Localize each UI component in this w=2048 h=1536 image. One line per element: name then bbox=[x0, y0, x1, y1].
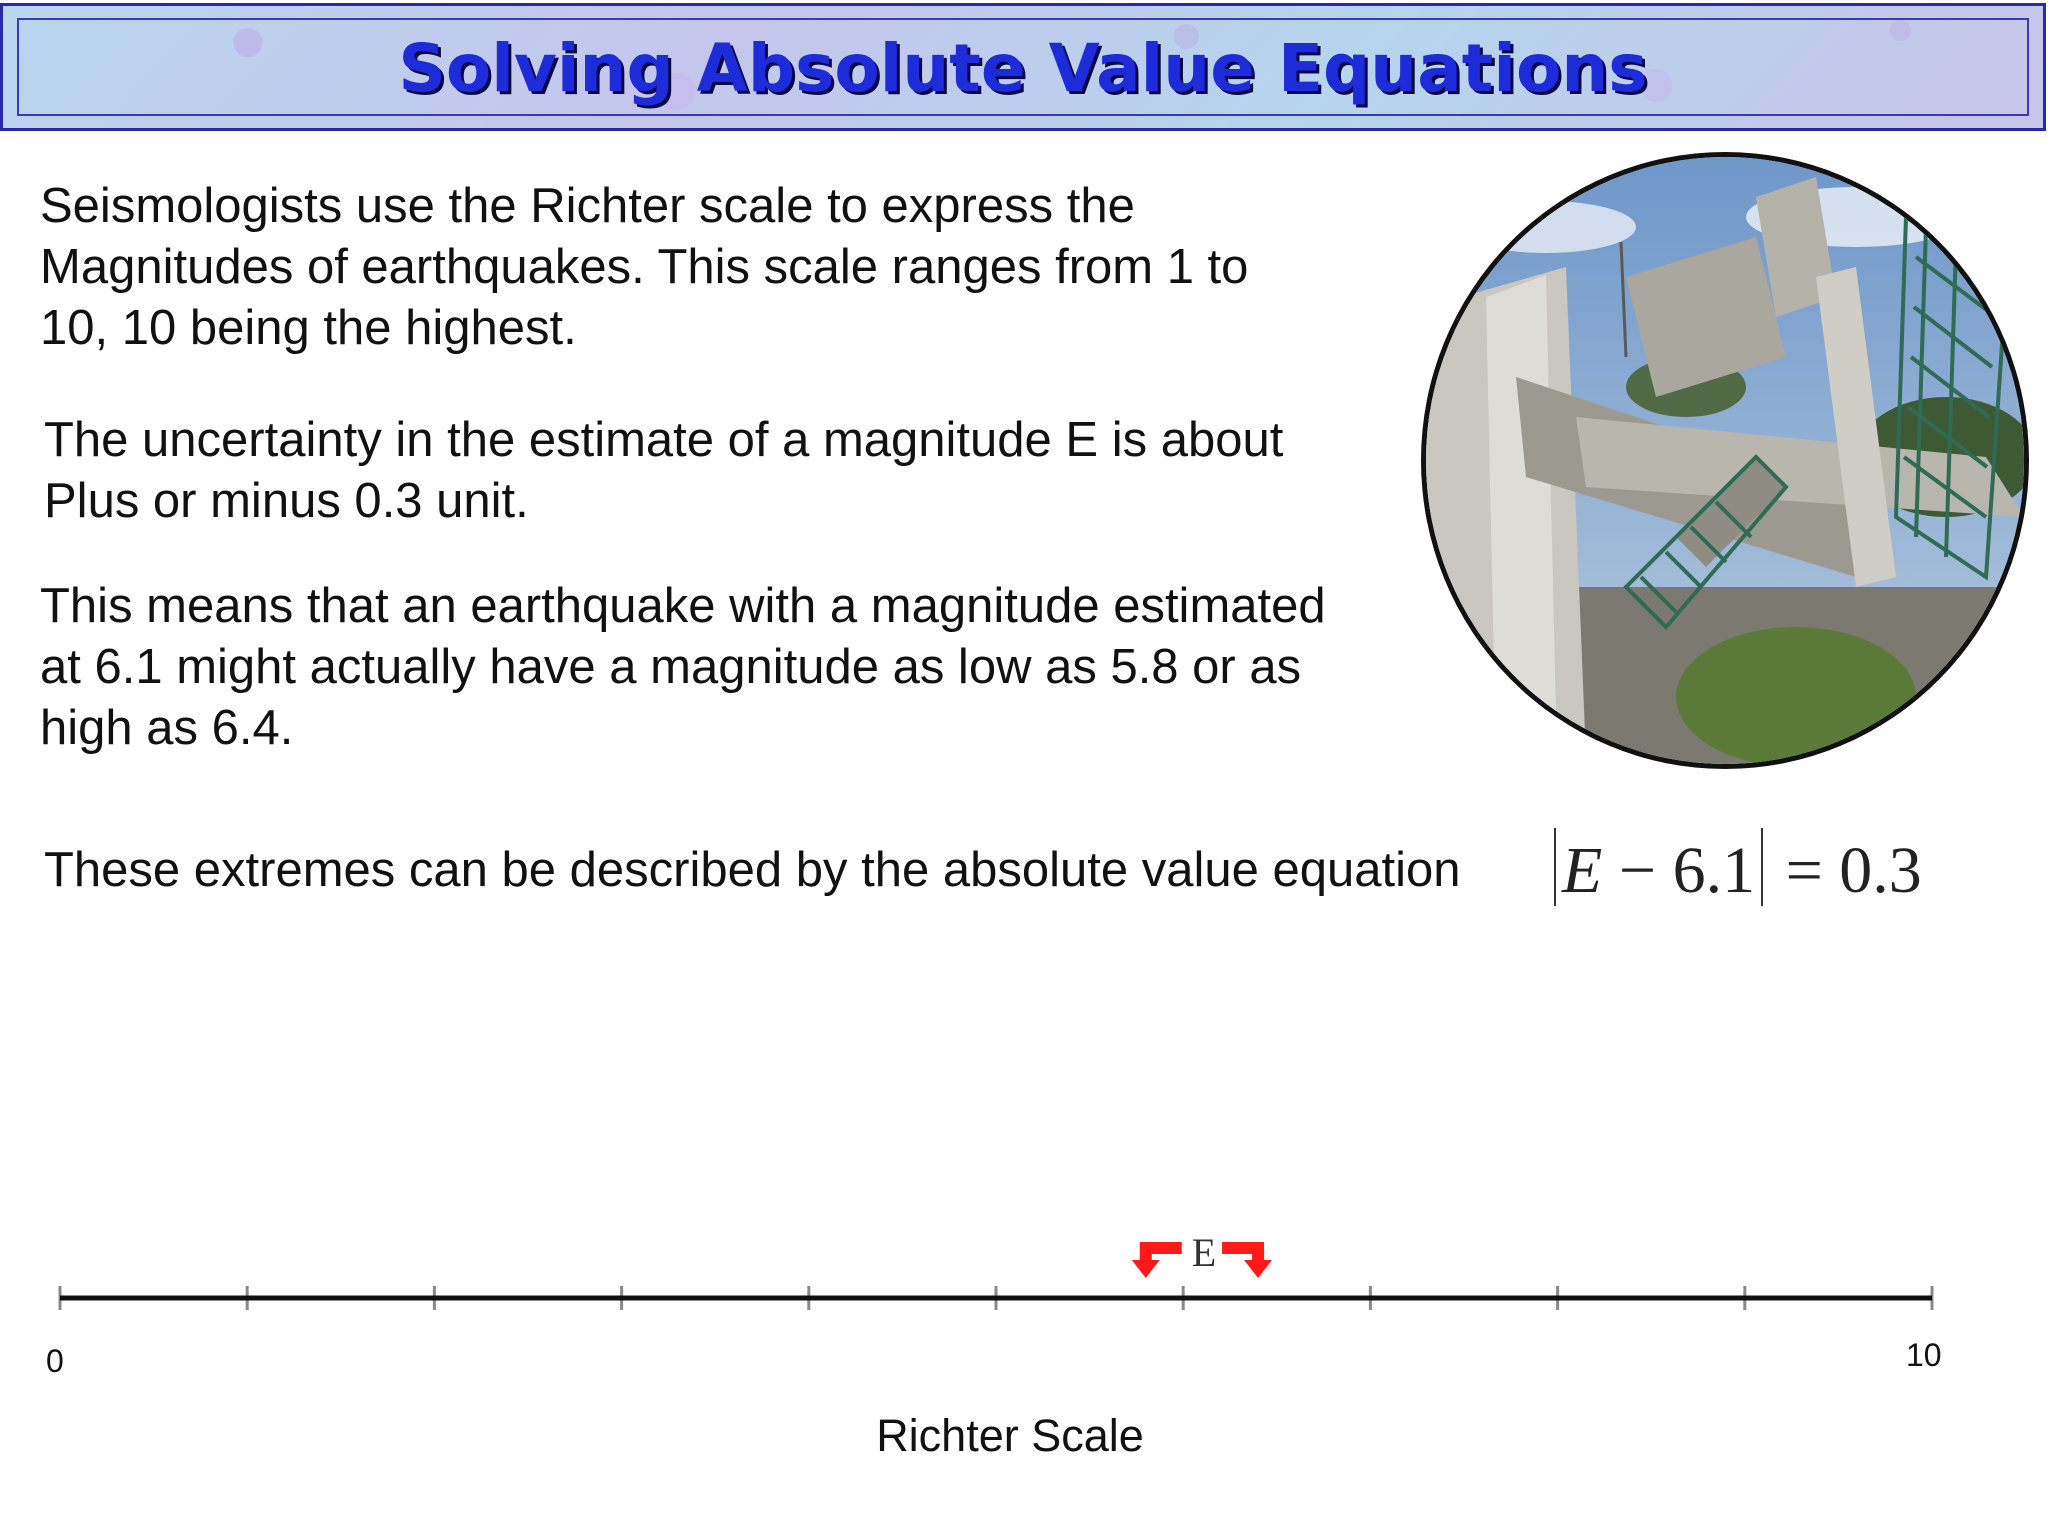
earthquake-damage-photo bbox=[1421, 152, 2029, 769]
slide-title: Solving Absolute Value Equations bbox=[398, 30, 1648, 107]
equation-variable: E bbox=[1562, 834, 1603, 907]
equation-center: 6.1 bbox=[1672, 834, 1756, 907]
collapsed-overpass-illustration bbox=[1426, 157, 2024, 764]
axis-min-label: 0 bbox=[46, 1343, 64, 1379]
upper-bound-arrow bbox=[1222, 1242, 1272, 1278]
paragraph-equation-intro: These extremes can be described by the absolute value equation bbox=[44, 843, 1461, 897]
paragraph-richter-intro: Seismologists use the Richter scale to express the Magnitudes of earthquakes. This scale ranges from 1 to 10, 10 being the highest. bbox=[40, 179, 1249, 355]
paragraph-example: This means that an earthquake with a magnitude estimated at 6.1 might actually have a magnitude as low as 5.8 or as high as 6.4. bbox=[40, 579, 1326, 755]
marker-label: E bbox=[1191, 1230, 1217, 1275]
axis-title: Richter Scale bbox=[876, 1410, 1144, 1461]
richter-number-line bbox=[0, 1230, 2048, 1310]
title-banner bbox=[0, 3, 2046, 131]
abs-bar-left bbox=[1554, 828, 1556, 906]
equation-equals: = bbox=[1785, 834, 1823, 907]
axis-max-label: 10 bbox=[1906, 1337, 1942, 1373]
paragraph-uncertainty: The uncertainty in the estimate of a magnitude E is about Plus or minus 0.3 unit. bbox=[44, 413, 1284, 528]
lower-bound-arrow bbox=[1132, 1242, 1182, 1278]
equation-distance: 0.3 bbox=[1839, 834, 1922, 907]
absolute-value-equation bbox=[1548, 828, 1922, 909]
abs-bar-right bbox=[1761, 828, 1763, 906]
equation-minus: − bbox=[1618, 834, 1657, 907]
